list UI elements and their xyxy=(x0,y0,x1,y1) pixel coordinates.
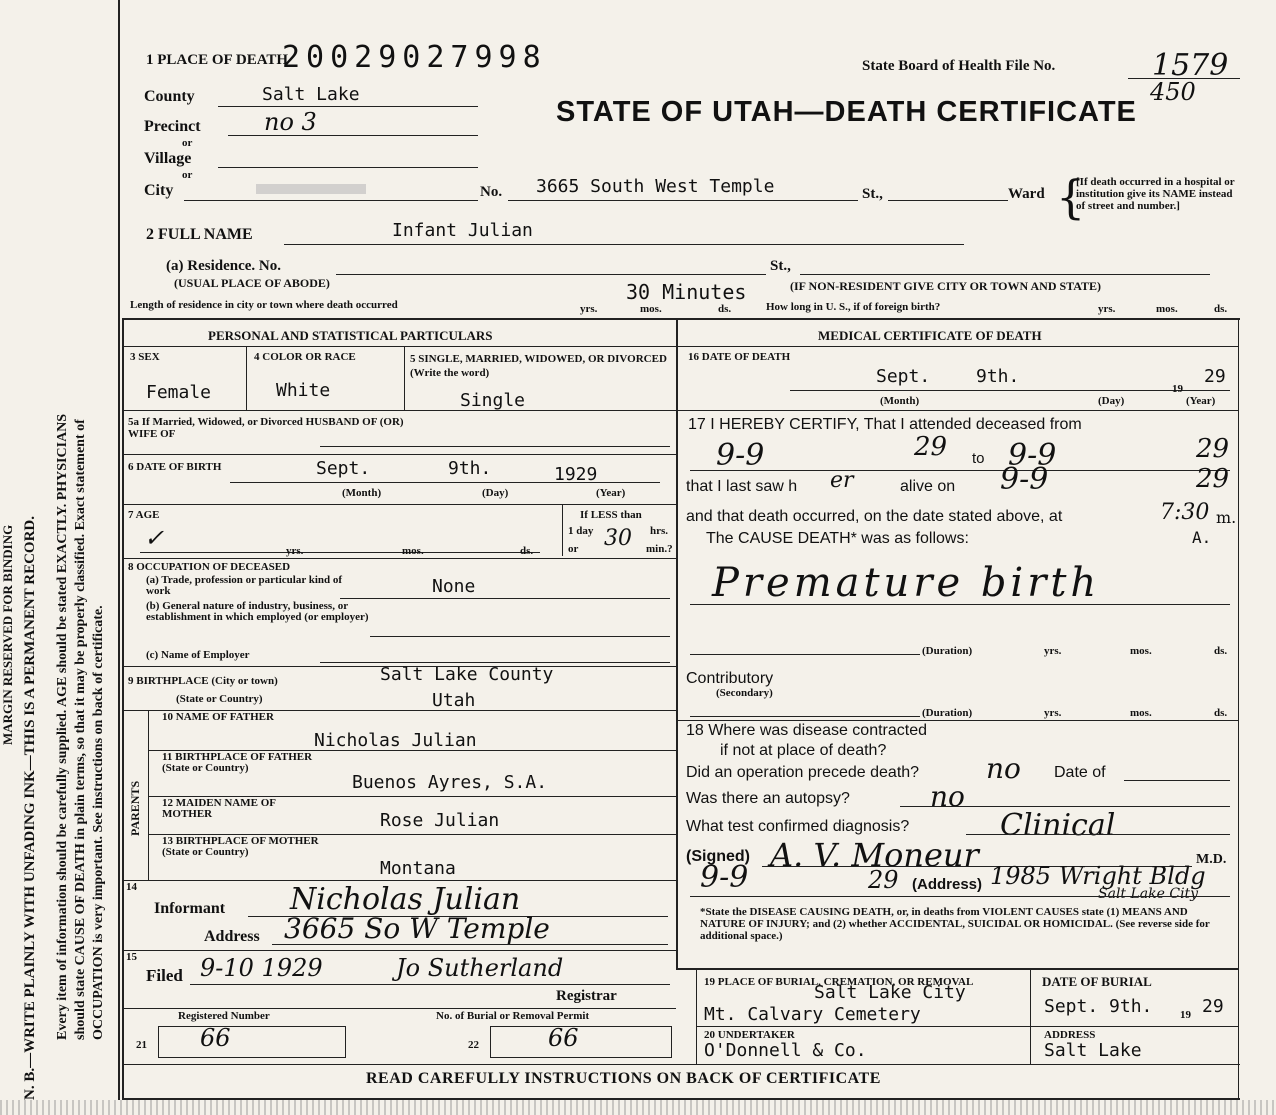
death-day-caption: (Day) xyxy=(1098,395,1125,407)
city-label: City xyxy=(144,182,174,199)
informant-label: Informant xyxy=(154,900,226,917)
last-saw-text: that I last saw h xyxy=(686,478,798,495)
burial-place-label: 19 PLACE OF BURIAL, CREMATION, OR REMOVAL xyxy=(704,976,974,988)
father-birthplace-label: 11 BIRTHPLACE OF FATHER (State or Country) xyxy=(162,751,313,774)
burial-permit-prefix: 22 xyxy=(468,1039,479,1051)
foreign-mos-label: mos. xyxy=(1156,303,1178,315)
marital-status-label: 5 SINGLE, MARRIED, WIDOWED, OR DIVORCED (Write the word) xyxy=(410,353,667,379)
filed-label: Filed xyxy=(146,966,183,985)
sex-label: 3 SEX xyxy=(130,351,160,363)
dob-day-caption: (Day) xyxy=(482,487,509,499)
spouse-label: 5a If Married, Widowed, or Divorced HUSBAND OF (OR) WIFE OF xyxy=(128,416,404,440)
file-number-label: State Board of Health File No. xyxy=(862,58,1056,74)
informant-value: Nicholas Julian xyxy=(290,882,521,917)
registered-number-value: 66 xyxy=(200,1024,231,1052)
marital-status-value: Single xyxy=(460,390,526,411)
to-label: to xyxy=(972,450,985,467)
personal-section-title: PERSONAL AND STATISTICAL PARTICULARS xyxy=(208,328,493,343)
foreign-yrs-label: yrs. xyxy=(1098,303,1116,315)
physician-address-label: (Address) xyxy=(912,876,983,893)
undertaker-address-label: ADDRESS xyxy=(1044,1029,1096,1041)
attended-year-2: 29 xyxy=(1196,434,1230,464)
burial-permit-box xyxy=(490,1026,672,1058)
physician-address-city: Salt Lake City xyxy=(1098,886,1199,902)
or-label-2: or xyxy=(182,169,193,181)
father-birthplace-value: Buenos Ayres, S.A. xyxy=(352,772,548,793)
father-name-label: 10 NAME OF FATHER xyxy=(162,711,274,723)
less-day-label: 1 day xyxy=(568,525,594,537)
parents-label: PARENTS xyxy=(128,780,142,836)
precinct-label: Precinct xyxy=(144,118,201,135)
ward-label: Ward xyxy=(1008,186,1045,202)
county-label: County xyxy=(144,88,195,105)
occupation-value: None xyxy=(432,576,476,597)
street-number-label: No. xyxy=(480,184,503,200)
certify-text: 17 I HEREBY CERTIFY, That I attended deceased from xyxy=(688,416,1082,433)
mother-name-label: 12 MAIDEN NAME OF MOTHER xyxy=(162,797,276,820)
contributory-label: Contributory xyxy=(686,670,774,687)
nonresident-note: (IF NON-RESIDENT GIVE CITY OR TOWN AND STATE) xyxy=(790,279,1102,293)
autopsy-value: no xyxy=(930,780,965,813)
undertaker-address-value: Salt Lake xyxy=(1044,1040,1142,1061)
autopsy-label: Was there an autopsy? xyxy=(686,790,850,807)
cause-mos-label: mos. xyxy=(1130,645,1152,657)
informant-address-value: 3665 So W Temple xyxy=(284,912,550,945)
color-label: 4 COLOR OR RACE xyxy=(254,351,356,363)
occupation-b-label: (b) General nature of industry, business, or establishment in which employed (or employer) xyxy=(146,600,369,623)
disease-contracted-label: 18 Where was disease contracted xyxy=(686,722,928,739)
attended-from-value: 9-9 xyxy=(716,438,765,473)
md-label: M.D. xyxy=(1196,852,1227,867)
contrib-mos-label: mos. xyxy=(1130,707,1152,719)
certificate-stamp-number: 20029027998 xyxy=(282,40,547,75)
burial-place-value-1: Salt Lake City xyxy=(814,982,966,1003)
street-address-value: 3665 South West Temple xyxy=(536,176,775,197)
secondary-label: (Secondary) xyxy=(716,687,773,699)
footer-instructions: READ CAREFULLY INSTRUCTIONS ON BACK OF CERTIFICATE xyxy=(366,1070,881,1087)
full-name-value: Infant Julian xyxy=(392,220,533,241)
time-suffix: m. xyxy=(1216,508,1237,527)
birthplace-label: 9 BIRTHPLACE (City or town) xyxy=(128,675,278,687)
occupation-a-label: (a) Trade, profession or particular kind of work xyxy=(146,574,343,597)
filed-number: 15 xyxy=(126,951,137,963)
birthplace-state-label: (State or Country) xyxy=(176,693,263,705)
less-min-label: min.? xyxy=(646,543,673,555)
date-of-label: Date of xyxy=(1054,764,1106,781)
undertaker-value: O'Donnell & Co. xyxy=(704,1040,867,1061)
birthplace-state-value: Utah xyxy=(432,690,476,711)
registrar-label: Registrar xyxy=(556,988,617,1004)
village-label: Village xyxy=(144,150,192,167)
operation-value: no xyxy=(986,752,1021,785)
age-ds-label: ds. xyxy=(520,545,534,557)
attended-to-value: 9-9 xyxy=(1008,438,1057,473)
cause-of-death-label: The CAUSE DEATH* was as follows: xyxy=(706,530,969,547)
last-saw-date-value: 9-9 xyxy=(1000,462,1049,497)
date-of-death-label: 16 DATE OF DEATH xyxy=(688,351,791,363)
time-of-death-value: 7:30 xyxy=(1160,500,1210,525)
length-mos-label: mos. xyxy=(640,303,662,315)
burial-permit-value: 66 xyxy=(548,1024,579,1052)
date-of-birth-label: 6 DATE OF BIRTH xyxy=(128,461,222,473)
alive-on-text: alive on xyxy=(900,478,956,495)
city-redacted xyxy=(256,184,366,194)
signed-year-value: 29 xyxy=(868,866,899,894)
operation-label: Did an operation precede death? xyxy=(686,764,920,781)
occurred-text: and that death occurred, on the date stated above, at xyxy=(686,508,1063,525)
county-value: Salt Lake xyxy=(262,84,360,105)
registered-number-prefix: 21 xyxy=(136,1039,147,1051)
mother-birthplace-label: 13 BIRTHPLACE OF MOTHER (State or Country) xyxy=(162,835,319,858)
mother-name-value: Rose Julian xyxy=(380,810,500,831)
signed-date-value: 9-9 xyxy=(700,860,749,895)
burial-place-value-2: Mt. Calvary Cemetery xyxy=(704,1004,921,1025)
disease-contracted-sub: if not at place of death? xyxy=(720,742,887,759)
dob-day-value: 9th. xyxy=(448,458,492,479)
hospital-bracket: { xyxy=(1056,170,1086,224)
certificate-title: STATE OF UTAH—DEATH CERTIFICATE xyxy=(556,96,1137,128)
test-diagnosis-value: Clinical xyxy=(1000,808,1116,843)
dob-month-caption: (Month) xyxy=(342,487,382,499)
signed-label: (Signed) xyxy=(686,848,750,865)
filed-date-value: 9-10 1929 xyxy=(200,954,323,982)
death-month-caption: (Month) xyxy=(880,395,920,407)
medical-section-title: MEDICAL CERTIFICATE OF DEATH xyxy=(818,328,1042,343)
informant-number: 14 xyxy=(126,881,137,893)
abode-note: (USUAL PLACE OF ABODE) xyxy=(174,276,330,290)
length-of-residence-value: 30 Minutes xyxy=(626,280,747,304)
death-day-value: 9th. xyxy=(976,366,1020,387)
death-year-prefix: 19 xyxy=(1172,383,1183,395)
last-saw-year-value: 29 xyxy=(1196,464,1230,494)
hospital-note: [If death occurred in a hospital or institution give its NAME instead of street and number.] xyxy=(1076,176,1235,212)
dob-month-value: Sept. xyxy=(316,458,371,479)
margin-instruction-line-2: Every item of information should be carefully supplied. AGE should be stated EXACTLY. PHYSICIANS xyxy=(55,413,70,1040)
cause-ds-label: ds. xyxy=(1214,645,1228,657)
less-hrs-label: hrs. xyxy=(650,525,669,537)
length-of-residence-label: Length of residence in city or town where death occurred xyxy=(130,299,398,311)
cause-of-death-value: Premature birth xyxy=(712,560,1101,606)
street-label: St., xyxy=(862,186,883,202)
or-label-1: or xyxy=(182,137,193,149)
age-mos-label: mos. xyxy=(402,545,424,557)
contrib-yrs-label: yrs. xyxy=(1044,707,1062,719)
informant-address-label: Address xyxy=(204,928,260,945)
less-than-label: If LESS than xyxy=(580,509,642,521)
burial-permit-label: No. of Burial or Removal Permit xyxy=(436,1010,590,1022)
burial-year-prefix: 19 xyxy=(1180,1009,1191,1021)
undertaker-label: 20 UNDERTAKER xyxy=(704,1029,795,1041)
full-name-label: 2 FULL NAME xyxy=(146,226,253,243)
registered-number-box xyxy=(158,1026,346,1058)
dob-year-caption: (Year) xyxy=(596,487,626,499)
margin-instruction-line-4: OCCUPATION is very important. See instructions on back of certificate. xyxy=(91,605,106,1040)
burial-date-value: Sept. 9th. xyxy=(1044,996,1153,1017)
physician-address-value: 1985 Wright Bldg xyxy=(990,862,1206,890)
employer-label: (c) Name of Employer xyxy=(146,649,250,661)
cause-duration-label: (Duration) xyxy=(922,645,973,657)
father-name-value: Nicholas Julian xyxy=(314,730,477,751)
last-saw-pronoun: er xyxy=(830,468,854,493)
registered-number-label: Registered Number xyxy=(178,1010,270,1022)
margin-nb-text: N. B.—WRITE PLAINLY WITH UNFADING INK—THIS IS A PERMANENT RECORD. xyxy=(22,516,38,1100)
residence-st-label: St., xyxy=(770,258,791,274)
age-minutes-value: 30 xyxy=(604,526,632,551)
margin-binding-text: MARGIN RESERVED FOR BINDING xyxy=(0,524,15,745)
foreign-birth-label: How long in U. S., if of foreign birth? xyxy=(766,301,941,313)
death-year-caption: (Year) xyxy=(1186,395,1216,407)
foreign-ds-label: ds. xyxy=(1214,303,1228,315)
physician-signature: A. V. Moneur xyxy=(770,836,979,874)
file-number-alt-value: 450 xyxy=(1150,78,1196,106)
contrib-ds-label: ds. xyxy=(1214,707,1228,719)
precinct-value: no 3 xyxy=(264,108,317,136)
file-number-value: 1579 xyxy=(1152,48,1229,83)
time-am-value: A. xyxy=(1192,528,1212,547)
residence-label: (a) Residence. No. xyxy=(166,258,281,274)
less-or-label: or xyxy=(568,543,579,555)
death-year-value: 29 xyxy=(1204,366,1226,387)
place-of-death-label: 1 PLACE OF DEATH xyxy=(146,52,289,68)
cause-yrs-label: yrs. xyxy=(1044,645,1062,657)
margin-instruction-line-3: should state CAUSE OF DEATH in plain terms, so that it may be properly classified. Exact statement of xyxy=(73,419,88,1040)
registrar-signature: Jo Sutherland xyxy=(396,954,564,982)
age-checkmark: ✓ xyxy=(144,524,165,552)
burial-year-value: 29 xyxy=(1202,996,1224,1017)
dob-year-value: 1929 xyxy=(554,464,598,485)
death-month-value: Sept. xyxy=(876,366,931,387)
burial-date-label: DATE OF BURIAL xyxy=(1042,974,1152,989)
birthplace-city-value: Salt Lake County xyxy=(380,664,554,685)
age-label: 7 AGE xyxy=(128,509,160,521)
length-yrs-label: yrs. xyxy=(580,303,598,315)
mother-birthplace-value: Montana xyxy=(380,858,456,879)
color-value: White xyxy=(276,380,331,401)
attended-year-1: 29 xyxy=(914,432,948,462)
perforation-edge xyxy=(0,1100,1276,1115)
test-diagnosis-label: What test confirmed diagnosis? xyxy=(686,818,910,835)
age-yrs-label: yrs. xyxy=(286,545,304,557)
contrib-duration-label: (Duration) xyxy=(922,707,973,719)
cause-footnote: *State the DISEASE CAUSING DEATH, or, in deaths from VIOLENT CAUSES state (1) MEANS AND NATURE OF INJURY; and (2) whether ACCIDENTAL, SUICIDAL OR HOMICIDAL. (See reverse side for additional space.) xyxy=(700,906,1210,942)
length-ds-label: ds. xyxy=(718,303,732,315)
sex-value: Female xyxy=(146,382,212,403)
occupation-label: 8 OCCUPATION OF DECEASED xyxy=(128,561,291,573)
